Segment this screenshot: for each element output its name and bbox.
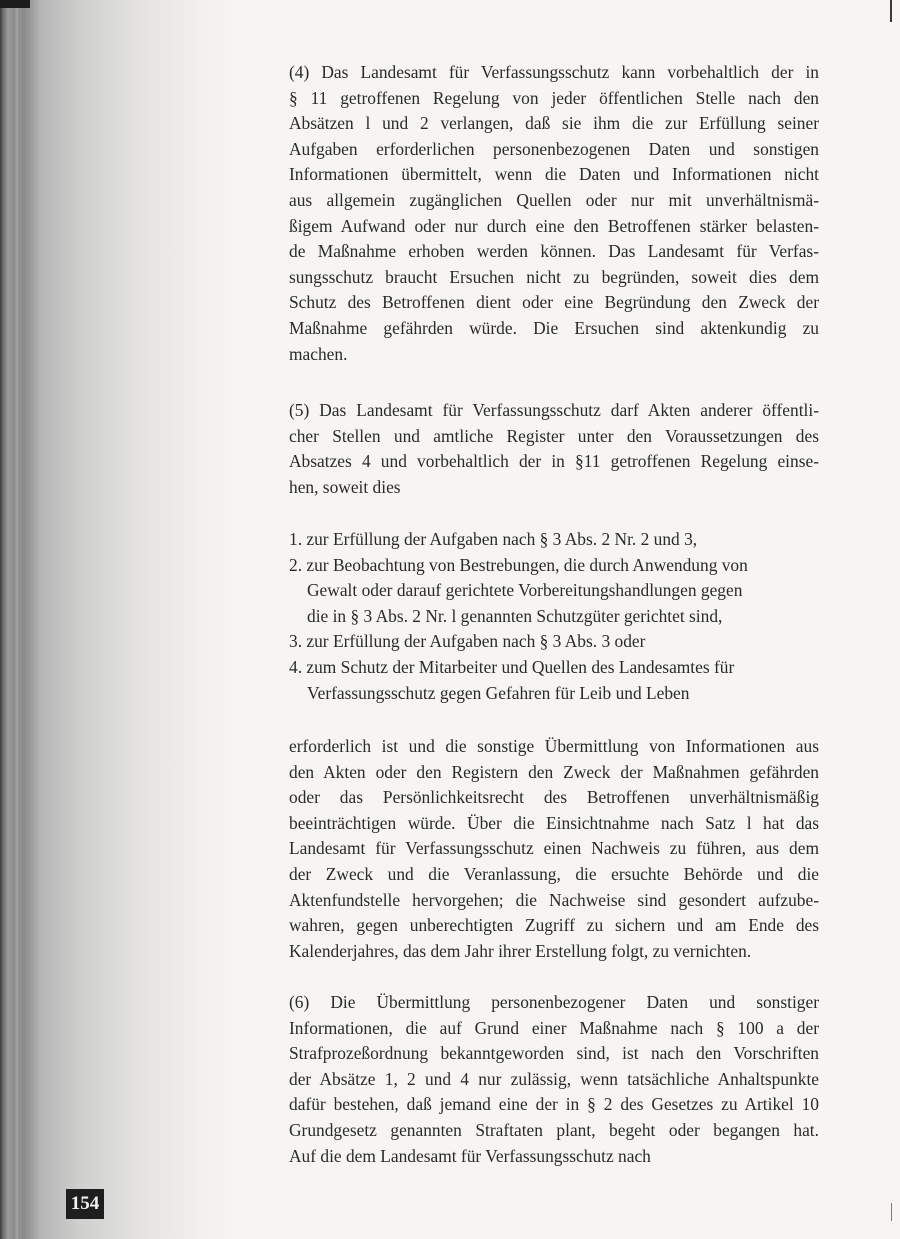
page-edge (0, 0, 18, 1239)
right-edge-mark (890, 0, 892, 22)
text-line: (4) Das Landesamt für Verfassungsschutz kann vorbehaltlich der in (289, 62, 819, 82)
text-line: (5) Das Landesamt für Verfassungsschutz darf Akten anderer öffentli- (289, 400, 819, 420)
text-line: de Maßnahme erhoben werden können. Das Landesamt für Verfas- (289, 241, 819, 262)
text-line: (6) Die Übermittlung personenbezogener Daten und sonstiger (289, 992, 819, 1012)
list-item: 4. zum Schutz der Mitarbeiter und Quellen des Landesamtes für (289, 656, 735, 677)
text-line: Absätzen l und 2 verlangen, daß sie ihm die zur Erfüllung seiner (289, 113, 819, 134)
right-edge-mark-bottom (891, 1203, 892, 1221)
text-line: hen, soweit dies (289, 476, 401, 497)
text-line: Aufgaben erforderlichen personenbezogenen Daten und sonstigen (289, 138, 819, 159)
list-item: 2. zur Beobachtung von Bestrebungen, die durch Anwendung von (289, 554, 748, 575)
list-item-continuation: Verfassungsschutz gegen Gefahren für Leib und Leben (307, 682, 690, 703)
page-number: 154 (66, 1189, 104, 1219)
text-line: erforderlich ist und die sonstige Übermittlung von Informationen aus (289, 736, 819, 756)
text-line: den Akten oder den Registern den Zweck der Maßnahmen gefährden (289, 761, 819, 782)
binding-shadow (0, 0, 240, 1239)
paragraph-5 (289, 398, 819, 500)
text-line: Landesamt für Verfassungsschutz einen Nachweis zu führen, aus dem (289, 838, 819, 859)
text-line: Absatzes 4 und vorbehaltlich der in §11 getroffenen Regelung einse- (289, 451, 819, 472)
text-line: Auf die dem Landesamt für Verfassungsschutz nach (289, 1145, 651, 1166)
text-line: oder das Persönlichkeitsrecht des Betroffenen unverhältnismäßig (289, 787, 819, 808)
text-line: sungsschutz braucht Ersuchen nicht zu begründen, soweit dies dem (289, 266, 819, 287)
text-line: Strafprozeßordnung bekanntgeworden sind, ist nach den Vorschriften (289, 1043, 819, 1064)
text-line: Schutz des Betroffenen dient oder eine Begründung den Zweck der (289, 292, 819, 313)
list-item-continuation: Gewalt oder darauf gerichtete Vorbereitungshandlungen gegen (307, 580, 743, 601)
text-line: der Zweck und die Veranlassung, die ersuchte Behörde und die (289, 863, 819, 884)
text-line: machen. (289, 343, 348, 364)
list-item: 1. zur Erfüllung der Aufgaben nach § 3 Abs. 2 Nr. 2 und 3, (289, 529, 698, 549)
paragraph-4 (289, 60, 819, 367)
text-line: Maßnahme gefährden würde. Die Ersuchen sind aktenkundig zu (289, 317, 819, 338)
text-line: aus allgemein zugänglichen Quellen oder nur mit unverhältnismä- (289, 189, 819, 210)
text-line: cher Stellen und amtliche Register unter den Voraussetzungen des (289, 425, 819, 446)
text-line: ßigem Aufwand oder nur durch eine den Betroffenen stärker belasten- (289, 215, 819, 236)
text-line: der Absätze 1, 2 und 4 nur zulässig, wenn tatsächliche Anhaltspunkte (289, 1068, 819, 1089)
text-line: Informationen, die auf Grund einer Maßnahme nach § 100 a der (289, 1017, 819, 1038)
text-line: wahren, gegen unberechtigten Zugriff zu sichern und am Ende des (289, 915, 819, 936)
text-line: Aktenfundstelle hervorgehen; die Nachweise sind gesondert aufzube- (289, 889, 819, 910)
text-line: Grundgesetz genannten Straftaten plant, begeht oder begangen hat. (289, 1119, 819, 1140)
text-line: Informationen übermittelt, wenn die Daten und Informationen nicht (289, 164, 819, 185)
paragraph-5-continued (289, 734, 819, 964)
text-line: § 11 getroffenen Regelung von jeder öffentlichen Stelle nach den (289, 87, 819, 108)
text-line: Kalenderjahres, das dem Jahr ihrer Erstellung folgt, zu vernichten. (289, 940, 752, 961)
paragraph-6 (289, 990, 819, 1169)
list-item: 3. zur Erfüllung der Aufgaben nach § 3 Abs. 3 oder (289, 631, 646, 652)
corner-mark (0, 0, 30, 8)
text-line: beeinträchtigen würde. Über die Einsichtnahme nach Satz l hat das (289, 812, 819, 833)
list-item-continuation: die in § 3 Abs. 2 Nr. l genannten Schutzgüter gerichtet sind, (307, 605, 723, 626)
enumerated-list (289, 527, 819, 706)
text-line: dafür bestehen, daß jemand eine der in § 2 des Gesetzes zu Artikel 10 (289, 1094, 819, 1115)
